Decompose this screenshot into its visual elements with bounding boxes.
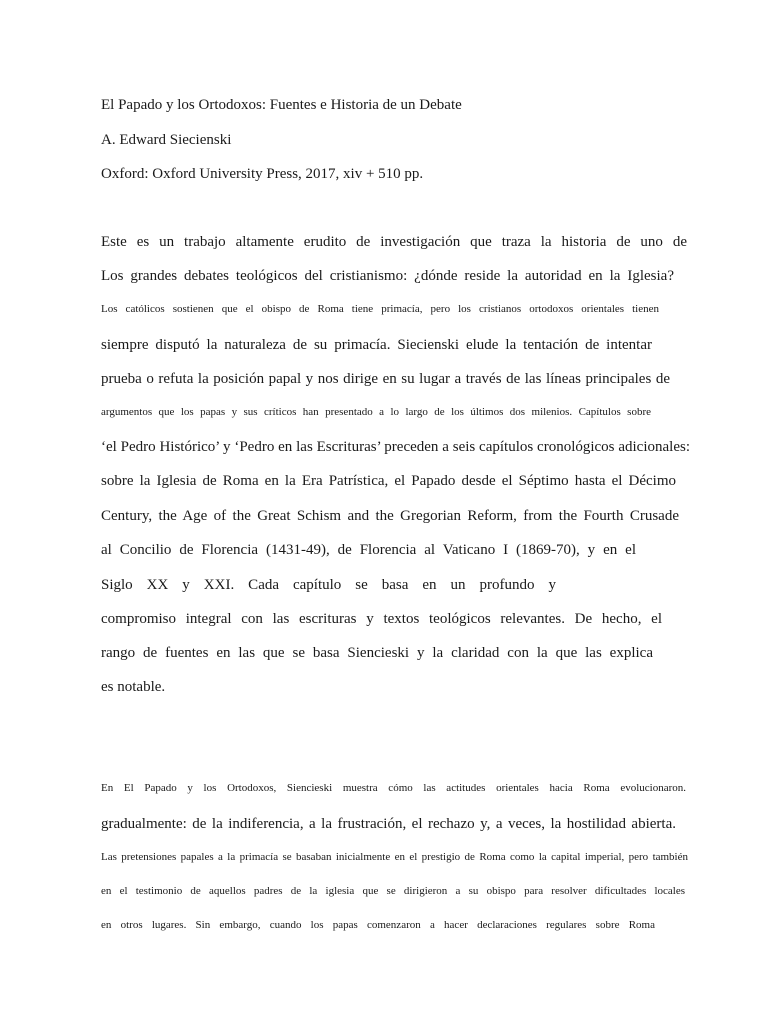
paragraph-line: En El Papado y los Ortodoxos, Siencieski muestra cómo las actitudes orientales hacia Roma evolucionaron. — [101, 782, 686, 794]
book-author: A. Edward Siecienski — [101, 132, 232, 148]
paragraph-line: en otros lugares. Sin embargo, cuando los papas comenzaron a hacer declaraciones regulares sobre Roma — [101, 919, 655, 931]
paragraph-line: prueba o refuta la posición papal y nos dirige en su lugar a través de las líneas principales de — [101, 371, 670, 387]
paragraph-line: Los católicos sostienen que el obispo de Roma tiene primacía, pero los cristianos ortodoxos orientales tienen — [101, 303, 659, 315]
paragraph-line: gradualmente: de la indiferencia, a la frustración, el rechazo y, a veces, la hostilidad abierta. — [101, 816, 676, 832]
paragraph-line: Este es un trabajo altamente erudito de investigación que traza la historia de uno de — [101, 234, 687, 250]
book-title: El Papado y los Ortodoxos: Fuentes e Historia de un Debate — [101, 97, 462, 113]
paragraph-line: Los grandes debates teológicos del cristianismo: ¿dónde reside la autoridad en la Iglesia? — [101, 268, 674, 284]
paragraph-line: en el testimonio de aquellos padres de la iglesia que se dirigieron a su obispo para resolver dificultades locales — [101, 885, 685, 897]
paragraph-line: sobre la Iglesia de Roma en la Era Patrística, el Papado desde el Séptimo hasta el Décimo — [101, 473, 676, 489]
paragraph-line: es notable. — [101, 679, 166, 695]
paragraph-line: Las pretensiones papales a la primacía se basaban inicialmente en el prestigio de Roma como la capital imperial, pero también — [101, 851, 688, 863]
paragraph-line: ‘el Pedro Histórico’ y ‘Pedro en las Escrituras’ preceden a seis capítulos cronológicos adicionales: — [101, 439, 690, 455]
publication-info: Oxford: Oxford University Press, 2017, xiv + 510 pp. — [101, 166, 424, 182]
paragraph-line: rango de fuentes en las que se basa Siencieski y la claridad con la que las explica — [101, 645, 653, 661]
paragraph-line: Siglo XX y XXI. Cada capítulo se basa en un profundo y — [101, 577, 556, 593]
paragraph-line: siempre disputó la naturaleza de su primacía. Siecienski elude la tentación de intentar — [101, 337, 652, 353]
paragraph-line: al Concilio de Florencia (1431-49), de Florencia al Vaticano I (1869-70), y en el — [101, 542, 636, 558]
paragraph-line: Century, the Age of the Great Schism and the Gregorian Reform, from the Fourth Crusade — [101, 508, 679, 524]
paragraph-line: argumentos que los papas y sus críticos han presentado a lo largo de los últimos dos milenios. Capítulos sobre — [101, 406, 651, 418]
paragraph-line: compromiso integral con las escrituras y textos teológicos relevantes. De hecho, el — [101, 611, 662, 627]
